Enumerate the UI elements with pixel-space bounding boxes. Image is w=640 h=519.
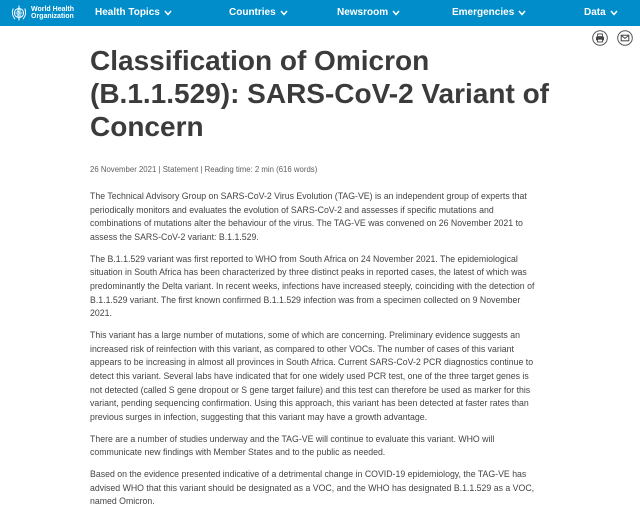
- nav-item-label: Emergencies: [452, 7, 515, 18]
- nav-item-data[interactable]: [584, 0, 618, 26]
- who-emblem-icon: [10, 4, 28, 22]
- text-line: predominantly the Delta variant. In recent weeks, infections have increased steeply, coinciding with the detection of: [90, 281, 535, 292]
- email-icon: [617, 30, 633, 46]
- nav-item-label: Countries: [229, 7, 276, 18]
- text-line: The Technical Advisory Group on SARS-CoV-2 Virus Evolution (TAG-VE) is an independent group of experts that: [90, 191, 527, 201]
- text-line: named Omicron.: [90, 496, 155, 507]
- text-line: communicate new findings with Member States and to the public as needed.: [90, 447, 386, 458]
- chevron-down-icon: [164, 10, 172, 16]
- text-line: advised WHO that this variant should be designated as a VOC, and the WHO has designated B.1.1.529 as a VOC,: [90, 482, 535, 493]
- who-logo[interactable]: [10, 4, 74, 22]
- text-line: Based on the evidence presented indicative of a detrimental change in COVID-19 epidemiology, the TAG-VE has: [90, 468, 527, 479]
- text-line: detect this variant. Several labs have indicated that for one widely used PCR test, one of the three target genes is: [90, 371, 529, 382]
- article-meta: [90, 164, 317, 176]
- paragraph: [90, 329, 570, 425]
- chevron-down-icon: [392, 10, 400, 16]
- text-line: variant, pending sequencing confirmation. Using this approach, this variant has been detected at faster rates than: [90, 398, 529, 409]
- text-line: appears to be increasing in almost all provinces in South Africa. Current SARS-CoV-2 PCR diagnostics continue to: [90, 357, 534, 368]
- nav-item-countries[interactable]: [229, 0, 288, 26]
- chevron-down-icon: [610, 10, 618, 16]
- nav-item-label: Health Topics: [95, 7, 160, 18]
- logo-text-line-1: World Health: [31, 5, 75, 13]
- text-line: 2021.: [90, 308, 112, 319]
- publish-date: 26 November 2021: [90, 165, 157, 174]
- page-title: Classification of Omicron (B.1.1.529): SARS-CoV-2 Variant of Concern: [90, 45, 550, 142]
- text-line: previous surges in infection, suggesting that this variant may have a growth advantage.: [90, 412, 428, 423]
- text-line: The B.1.1.529 variant was first reported to WHO from South Africa on 24 November 2021. The epidemiological: [90, 253, 518, 264]
- text-line: B.1.1.529 variant. The first known confirmed B.1.1.529 infection was from a specimen collected on 9 November: [90, 294, 521, 305]
- text-line: situation in South Africa has been characterized by three distinct peaks in reported cases, the latest of which was: [90, 267, 527, 278]
- top-navigation-bar: [0, 0, 640, 26]
- text-line: This variant has a large number of mutations, some of which are concerning. Preliminary evidence suggests an: [90, 329, 520, 340]
- article-type: Statement: [162, 165, 199, 174]
- paragraph: [90, 468, 570, 509]
- nav-item-label: Newsroom: [337, 7, 389, 18]
- logo-text-line-2: Organization: [31, 13, 74, 20]
- email-button[interactable]: [617, 30, 633, 46]
- paragraph: [90, 190, 570, 245]
- text-line: combinations of mutations alter the behaviour of the virus. The TAG-VE was convened on 26 November 2021 to: [90, 218, 523, 229]
- text-line: periodically monitors and evaluates the evolution of SARS-CoV-2 and assesses if specific mutations and: [90, 204, 494, 215]
- print-icon: [592, 30, 608, 46]
- text-line: assess the SARS-CoV-2 variant: B.1.1.529.: [90, 232, 259, 243]
- logo-text: [31, 6, 74, 21]
- paragraph: [90, 433, 570, 460]
- reading-time: Reading time: 2 min (616 words): [204, 165, 318, 174]
- text-line: not detected (called S gene dropout or S gene target failure) and this test can therefore be used as marker for this: [90, 384, 531, 395]
- text-line: increased risk of reinfection with this variant, as compared to other VOCs. The number of cases of this variant: [90, 343, 514, 354]
- nav-item-label: Data: [584, 7, 606, 18]
- text-line: There are a number of studies underway and the TAG-VE will continue to evaluate this variant. WHO will: [90, 433, 495, 444]
- meta-separator: |: [158, 165, 161, 174]
- print-button[interactable]: [592, 30, 608, 46]
- meta-separator: |: [200, 165, 203, 174]
- chevron-down-icon: [280, 10, 288, 16]
- nav-item-emergencies[interactable]: [452, 0, 526, 26]
- paragraph: [90, 253, 570, 322]
- chevron-down-icon: [518, 10, 526, 16]
- article-body: [90, 190, 570, 517]
- nav-item-newsroom[interactable]: [337, 0, 400, 26]
- nav-item-health-topics[interactable]: [95, 0, 172, 26]
